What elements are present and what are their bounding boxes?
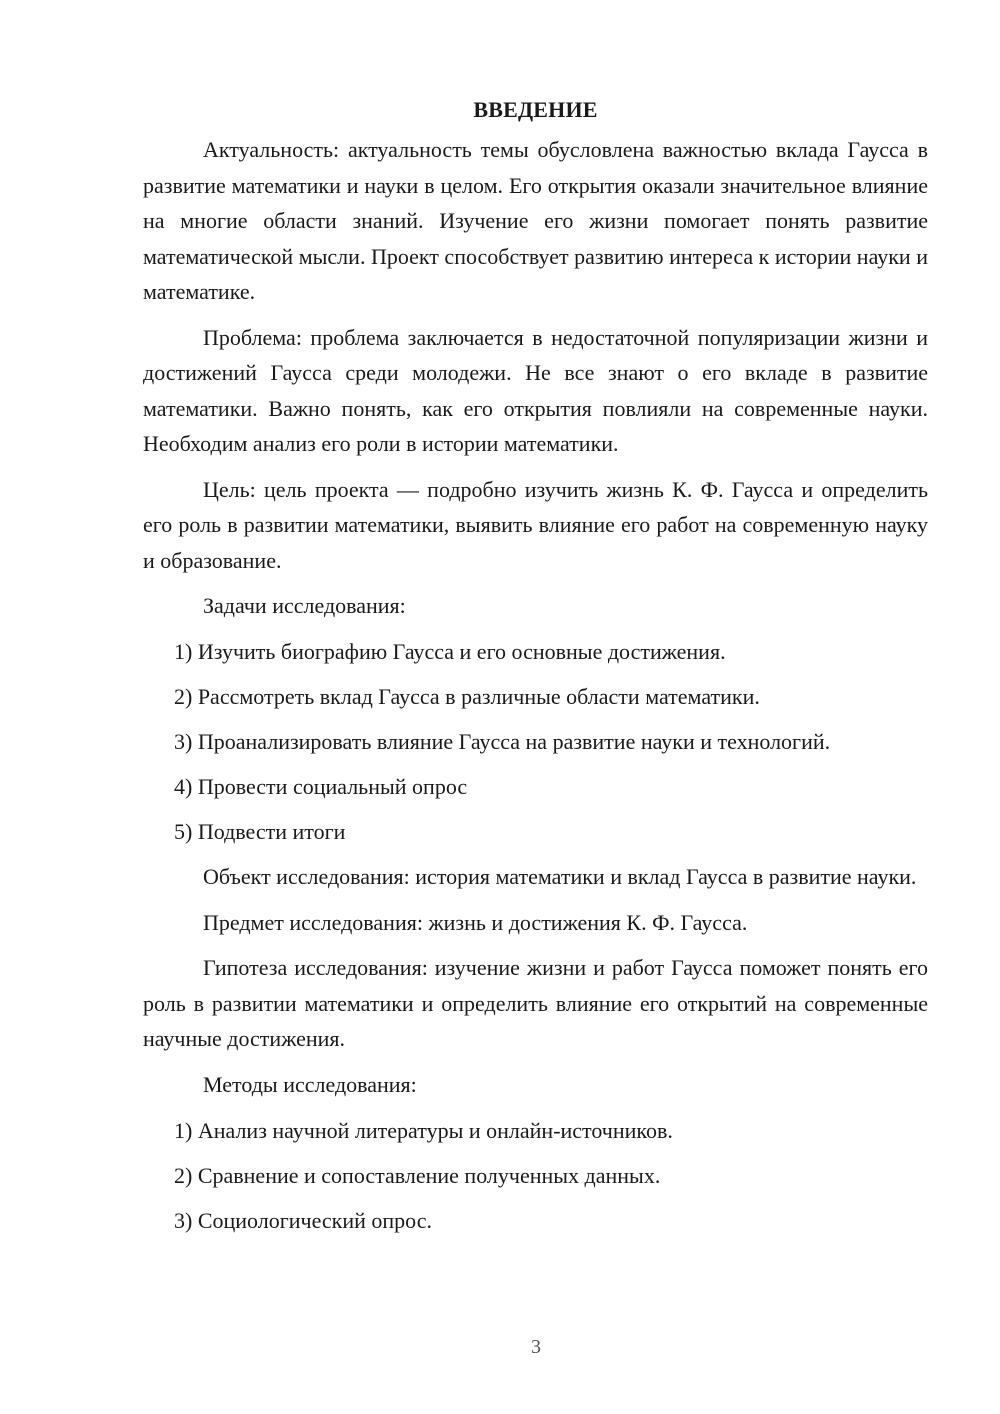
tasks-heading: Задачи исследования: — [203, 593, 406, 618]
methods-heading: Методы исследования: — [203, 1071, 417, 1097]
list-item: 4) Провести социальный опрос — [174, 774, 468, 799]
list-item: 3) Социологический опрос. — [174, 1207, 432, 1233]
list-item: 1) Анализ научной литературы и онлайн-источников. — [174, 1117, 673, 1143]
page-title: ВВЕДЕНИЕ — [473, 97, 598, 122]
list-item: 2) Сравнение и сопоставление полученных данных. — [174, 1162, 661, 1188]
relevance-paragraph: Актуальность: актуальность темы обусловлена важностью вклада Гаусса в развитие математики и науки в целом. Его открытия оказали значительное влияние на многие области знаний. Изучение его жизни помогает понять развитие математической мысли. Проект способствует развитию интереса к истории науки и математике. — [143, 137, 928, 304]
subject-paragraph: Предмет исследования: жизнь и достижения К. Ф. Гаусса. — [203, 909, 748, 935]
page-number: 3 — [531, 1336, 541, 1358]
object-paragraph: Объект исследования: история математики и вклад Гаусса в развитие науки. — [203, 864, 917, 889]
list-item: 5) Подвести итоги — [174, 819, 346, 844]
list-item: 2) Рассмотреть вклад Гаусса в различные области математики. — [174, 684, 760, 709]
problem-paragraph: Проблема: проблема заключается в недостаточной популяризации жизни и достижений Гаусса среди молодежи. Не все знают о его вкладе в развитие математики. Важно понять, как его открытия повлияли на современные науки. Необходим анализ его роли в истории математики. — [143, 324, 928, 456]
hypothesis-paragraph: Гипотеза исследования: изучение жизни и работ Гаусса поможет понять его роль в развитии математики и определить влияние его открытий на современные научные достижения. — [143, 955, 928, 1051]
list-item: 3) Проанализировать влияние Гаусса на развитие науки и технологий. — [174, 729, 831, 754]
tasks-list — [143, 634, 928, 850]
goal-paragraph: Цель: цель проекта — подробно изучить жизнь К. Ф. Гаусса и определить его роль в развитии математики, выявить влияние его работ на современную науку и образование. — [143, 476, 928, 573]
list-item: 1) Изучить биографию Гаусса и его основные достижения. — [174, 639, 726, 664]
methods-list — [143, 1113, 928, 1239]
document-page — [143, 92, 928, 1248]
